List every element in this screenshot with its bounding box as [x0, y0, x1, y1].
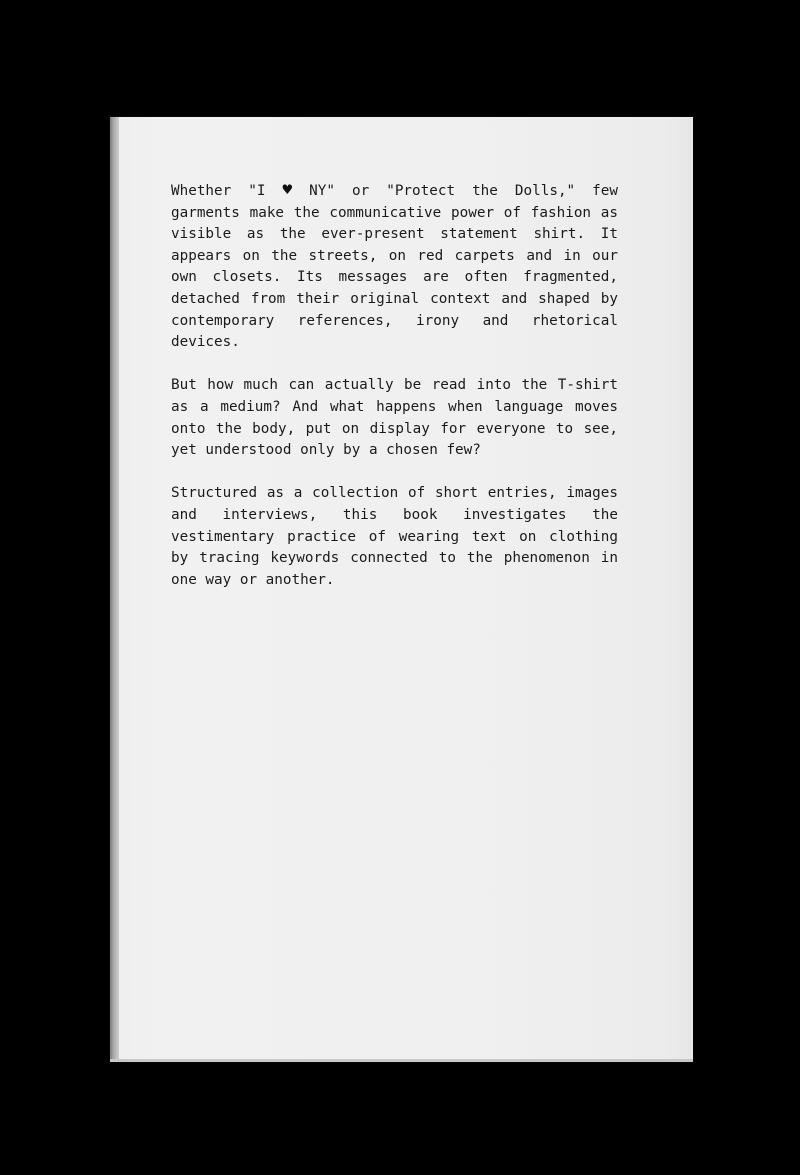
- blurb-paragraph-2: But how much can actually be read into the T-shirt as a medium? And what happens when language moves onto the body, put on display for everyone to see, yet understood only by a chosen few?: [171, 377, 618, 459]
- blurb-paragraph-1: [171, 181, 618, 354]
- book-bottom-edge: [110, 1059, 693, 1062]
- paragraph-1-rest: NY" or "Protect the Dolls," few garments make the communicative power of fashion as visible as the ever-present statement shirt. It appears on the streets, on red carpets and in our own closets. Its messages are often fragmented, detached from their original context and shaped by contemporary references, irony and rhetorical devices.: [171, 183, 618, 351]
- paragraph-1-start: Whether "I: [171, 183, 283, 199]
- book-spine-edge: [110, 117, 119, 1062]
- book-back-cover: [110, 117, 693, 1062]
- blurb-paragraph-3: Structured as a collection of short entries, images and interviews, this book investigates the vestimentary practice of wearing text on clothing by tracing keywords connected to the phenomenon in one way or another.: [171, 485, 618, 588]
- heart-icon: ♥: [282, 180, 293, 199]
- blurb-text: [171, 181, 618, 613]
